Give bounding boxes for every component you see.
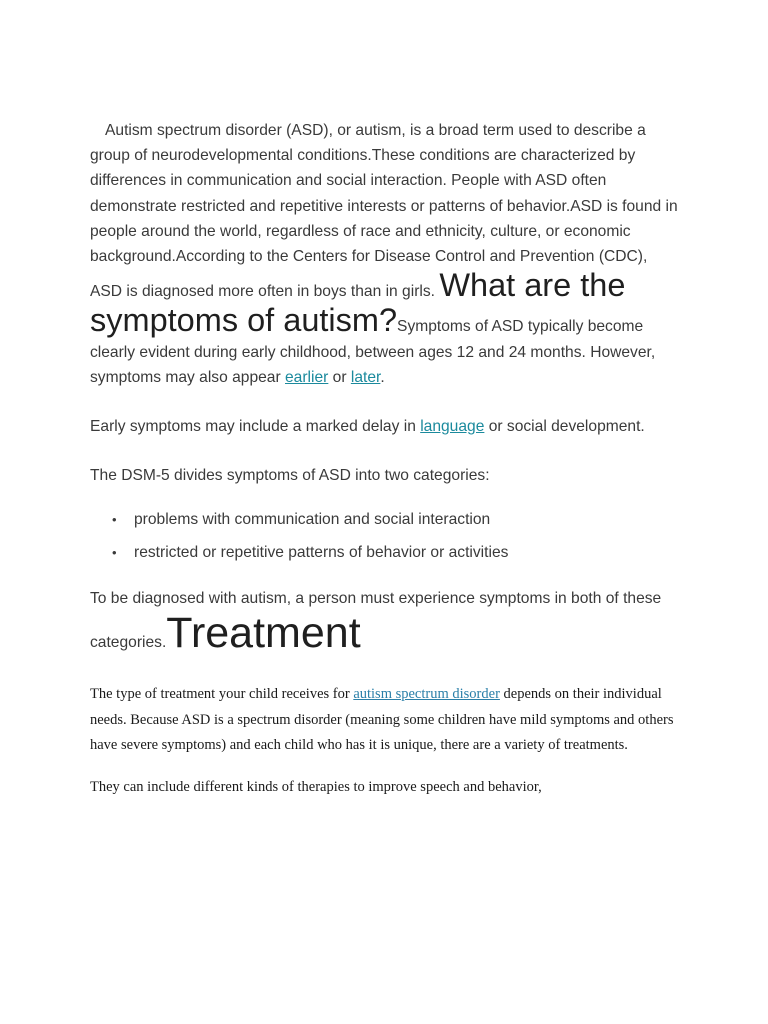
diagnosed-paragraph	[90, 585, 680, 656]
list-item: • problems with communication and social interaction	[134, 508, 680, 532]
dsm-paragraph: The DSM-5 divides symptoms of ASD into two categories:	[90, 467, 490, 485]
period-text: .	[380, 368, 385, 386]
treatment-text-end: depends on their individual needs. Because ASD is a spectrum disorder (meaning some children have mild symptoms and others have severe symptoms) and each child who has it is unique, there are a variety of treatments.	[90, 686, 674, 754]
or-text: or	[328, 368, 351, 386]
document-page	[90, 118, 680, 800]
early-symptoms-end: or social development.	[484, 418, 645, 436]
asd-link[interactable]: autism spectrum disorder	[353, 686, 500, 703]
earlier-link[interactable]: earlier	[285, 368, 329, 386]
treatment-text: The type of treatment your child receives for	[90, 686, 354, 703]
intro-paragraph	[90, 118, 680, 390]
symptom-category-list	[90, 508, 680, 565]
diagnosed-text: To be diagnosed with autism, a person must experience symptoms in both of these categories.	[90, 590, 662, 652]
treatment-heading: Treatment	[166, 609, 361, 658]
list-item: • restricted or repetitive patterns of behavior or activities	[134, 541, 680, 565]
early-symptoms-text: Early symptoms may include a marked delay in	[90, 418, 421, 436]
early-symptoms-paragraph	[90, 414, 680, 439]
later-link[interactable]: later	[350, 368, 381, 386]
language-link[interactable]: language	[420, 418, 485, 436]
therapies-paragraph: They can include different kinds of therapies to improve speech and behavior,	[90, 778, 542, 795]
intro-text: Autism spectrum disorder (ASD), or autism, is a broad term used to describe a group of neurodevelopmental conditions.These conditions are characterized by differences in communication and social interaction. People with ASD often demonstrate restricted and repetitive interests or patterns of behavior.ASD is found in people around the world, regardless of race and ethnicity, culture, or economic background.According to the Centers for Disease Control and Prevention (CDC), ASD is diagnosed more often in boys than in girls.	[90, 122, 678, 301]
symptoms-text: Symptoms of ASD typically become clearly evident during early childhood, between ages 12 and 24 months. However, symptoms may also appear	[90, 318, 656, 386]
treatment-paragraph	[90, 682, 680, 759]
symptoms-heading: What are the symptoms of autism?	[90, 267, 626, 339]
